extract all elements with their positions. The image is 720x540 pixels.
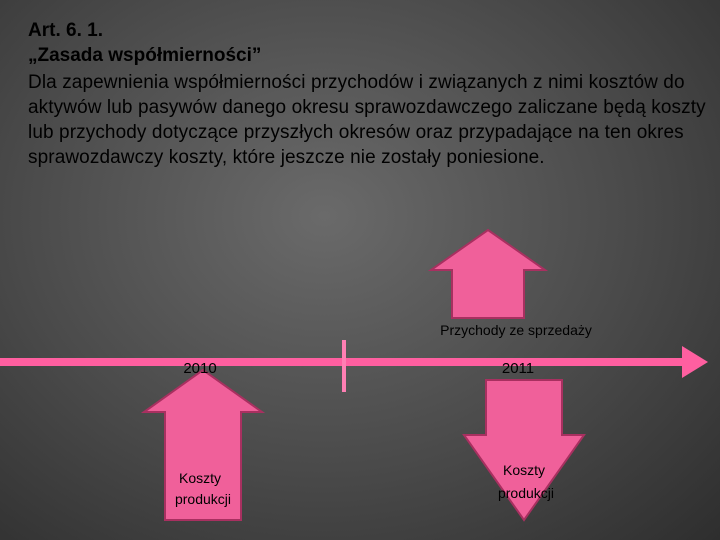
cost-2011-label-line1: Koszty — [502, 462, 546, 478]
revenue-label: Przychody ze sprzedaży — [440, 322, 592, 338]
article-number: Art. 6. 1. — [28, 20, 103, 41]
cost-2011-label-line2: produkcji — [497, 485, 555, 501]
year-2011-label: 2011 — [501, 360, 535, 377]
timeline-arrowhead — [682, 346, 708, 378]
cost-2010-label-line1: Koszty — [178, 470, 222, 486]
article-body: Dla zapewnienia współmierności przychodów i związanych z nimi kosztów do aktywów lub pasywów danego okresu sprawozdawczego zaliczane będą koszty lub przychody dotyczące przyszłych okresów oraz przypadające na ten okres sprawozdawczy koszty, które jeszcze nie zostały poniesione. — [28, 72, 706, 168]
revenue-up-arrow — [431, 230, 545, 318]
cost-2010-label-line2: produkcji — [174, 491, 232, 507]
year-2010-label: 2010 — [183, 360, 217, 377]
article-title: „Zasada współmierności” — [28, 45, 262, 66]
